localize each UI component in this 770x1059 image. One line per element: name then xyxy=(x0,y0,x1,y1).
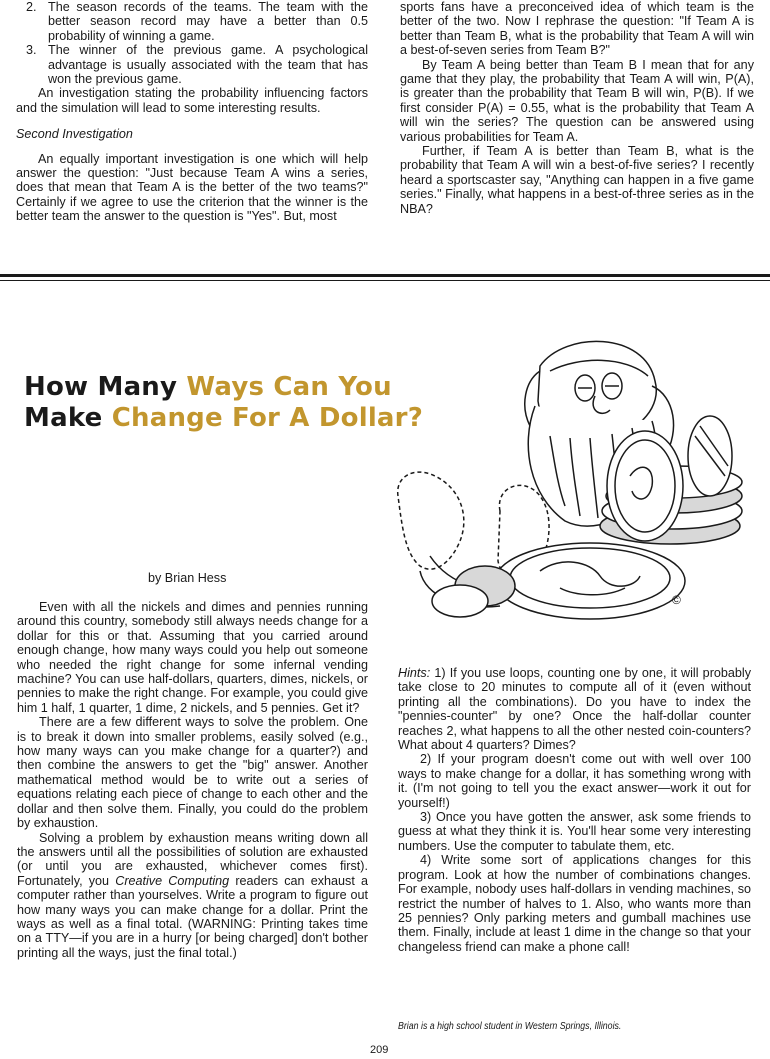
article-left-column xyxy=(17,600,368,960)
top-right-column xyxy=(400,0,754,216)
paragraph: Hints: 1) If you use loops, counting one by one, it will probably take close to 20 minutes to compute all of it (even without printing all the combinations). Do you have to index the "pennies-counter" by one? Once the half-dollar counter reaches 2, what happens to all the other nested coin-counters? What about 4 quarters? Dimes? xyxy=(398,666,751,753)
paragraph: An equally important investigation is one which will help answer the question: "Just because Team A wins a series, does that mean that Team A is the better of the two teams?" Certainly if we agree to use the criterion that the winner is the better team the answer to the question is "Yes". But, most xyxy=(16,151,368,224)
author-bio: Brian is a high school student in Western Springs, Illinois. xyxy=(398,1021,622,1032)
article-hints-column xyxy=(398,666,751,954)
factor-list xyxy=(16,0,368,86)
paragraph: By Team A being better than Team B I mean that for any game that they play, the probability that Team A will win, P(A), is greater than the probability that Team B will win, P(B). If we first consider P(A) = 0.55, what is the probability that Team A will win the series? The question can be answered using various probabilities for Team A. xyxy=(400,57,754,144)
byline: by Brian Hess xyxy=(148,571,227,585)
paragraph: Further, if Team A is better than Team B, what is the probability that Team A will win a best-of-five series? I recently heard a sportscaster say, "Anything can happen in a five game series." Finally, what happens in a best-of-three series as in the NBA? xyxy=(400,144,754,216)
paragraph: Even with all the nickels and dimes and pennies running around this country, somebody still always needs change for a dollar for this or that. Assuming that you carried around enough change, how many ways could you help out someone who needed the right change for some infernal vending machine? You can use half-dollars, quarters, dimes, nickels, or pennies to make the right change. For example, you could give him 1 half, 1 quarter, 1 dime, 2 nickels, and 5 pennies. Get it? xyxy=(17,600,368,715)
paragraph: 3) Once you have gotten the answer, ask some friends to guess at what they think it is. You'll hear some very interesting numbers. Use the computer to tabulate them, etc. xyxy=(398,810,751,853)
paragraph: 4) Write some sort of applications changes for this program. Look at how the number of combinations changes. For example, nobody uses half-dollars in vending machines, so restrict the number of halves to 1. Also, who wants more than 25 pennies? Only parking meters and gumball machines use them. Finally, include at least 1 dime in the change so that your changeless friend can make a phone call! xyxy=(398,853,751,954)
section-subhead: Second Investigation xyxy=(16,127,133,142)
hints-label: Hints: xyxy=(398,666,431,680)
page-number: 209 xyxy=(370,1044,389,1056)
section-divider xyxy=(0,274,770,277)
paragraph: An investigation stating the probability influencing factors and the simulation will lead to some interesting results. xyxy=(16,86,368,115)
section-divider xyxy=(0,280,770,281)
copyright-mark: © xyxy=(672,593,681,607)
paragraph: 2) If your program doesn't come out with well over 100 ways to make change for a dollar, it has something wrong with it. (I'm not going to tell you the exact answer—work it out for yourself!) xyxy=(398,752,751,810)
paragraph: There are a few different ways to solve the problem. One is to break it down into smaller problems, easily solved (e.g., how many ways can you make change for a quarter?) and then combine the answers to get the "big" answer. Another mathematical method would be to write out a series of equations relating each piece of change to each other and the dollar and then solve them. Finally, you could do the problem by exhaustion. xyxy=(17,715,368,831)
list-item: 3. The winner of the previous game. A psychological advantage is usually associated with the team that has won the previous game. xyxy=(26,43,368,87)
list-item: 2. The season records of the teams. The team with the better season record may have a better than 0.5 probability of winning a game. xyxy=(26,0,368,43)
top-left-column xyxy=(16,0,368,224)
article-title: How Many Ways Can You Make Change For A Dollar? xyxy=(24,372,423,433)
coin-cartoon-illustration xyxy=(390,326,762,626)
paragraph: Solving a problem by exhaustion means writing down all the answers until all the possibilities of solution are exhausted (or until you are exhausted, whichever comes first). Fortunately, you Creative Computing readers can exhaust a computer rather than yourselves. Write a program to figure out how many ways you can make change for a dollar. Print the ways as well as a final total. (WARNING: Printing takes time on a TTY—if you are in a hurry [or being charged] don't bother printing all the ways, just the final total.) xyxy=(17,830,368,960)
paragraph: sports fans have a preconceived idea of which team is the better of the two. Now I rephrase the question: "If Team A is better than Team B, what is the probability that Team A will win a best-of-seven series from Team B?" xyxy=(400,0,754,58)
